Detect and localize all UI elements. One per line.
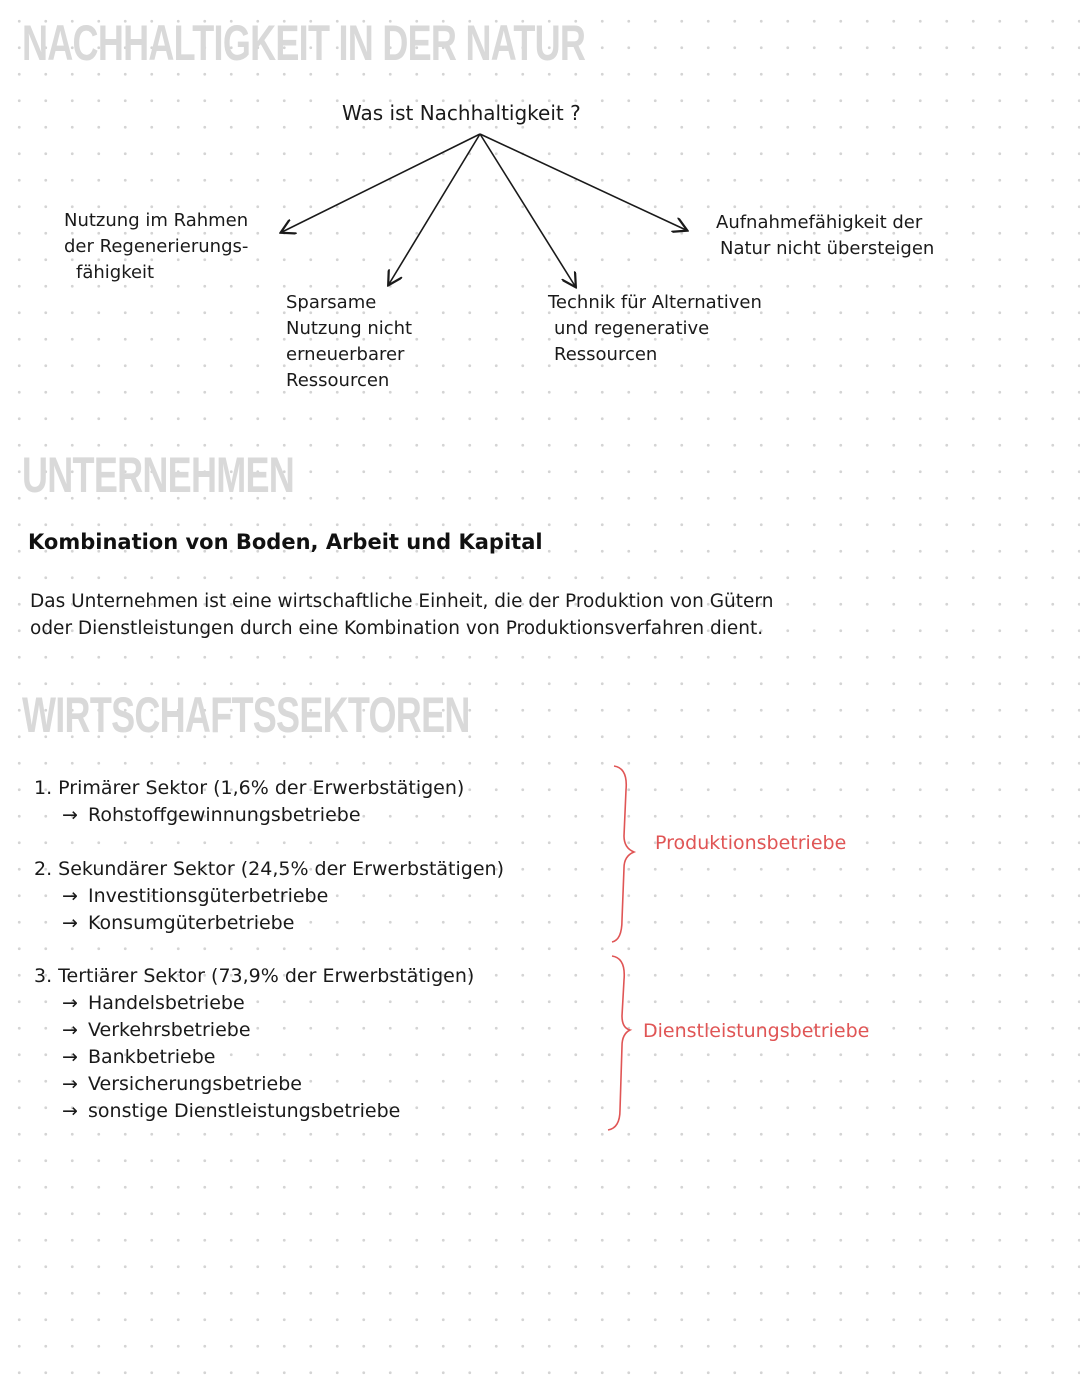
sector-item xyxy=(34,1098,474,1125)
arrow-icon: → xyxy=(62,1046,78,1068)
arrow-icon: → xyxy=(62,885,78,907)
sector-title: 3. Tertiärer Sektor (73,9% der Erwerbstätigen) xyxy=(34,965,475,987)
subheading-kombination: Kombination von Boden, Arbeit und Kapital xyxy=(28,530,543,554)
mindmap-arrows xyxy=(0,0,1080,400)
arrow-icon: → xyxy=(62,804,78,826)
sector-item-label: Handelsbetriebe xyxy=(88,992,245,1014)
node-line: Ressourcen xyxy=(554,344,658,365)
heading-unternehmen: UNTERNEHMEN xyxy=(22,447,295,503)
sector-item-label: sonstige Dienstleistungsbetriebe xyxy=(88,1100,401,1122)
bracket-label-dienstleistung: Dienstleistungsbetriebe xyxy=(643,1020,870,1042)
bracket-label-produktion: Produktionsbetriebe xyxy=(655,832,847,854)
sector-primary xyxy=(34,775,464,829)
sector-item-label: Versicherungsbetriebe xyxy=(88,1073,302,1095)
node-line: erneuerbarer xyxy=(286,344,405,365)
arrow-icon: → xyxy=(62,1019,78,1041)
definition-paragraph xyxy=(30,588,990,642)
sector-item xyxy=(34,910,504,937)
sector-item xyxy=(34,883,504,910)
mindmap-node-regeneration xyxy=(64,208,248,286)
sector-item xyxy=(34,802,464,829)
paragraph-line: Das Unternehmen ist eine wirtschaftliche Einheit, die der Produktion von Gütern xyxy=(30,591,774,612)
sector-item-label: Rohstoffgewinnungsbetriebe xyxy=(88,804,361,826)
sector-item xyxy=(34,1044,474,1071)
sector-secondary xyxy=(34,856,504,937)
node-line: und regenerative xyxy=(554,318,710,339)
arrow-icon: → xyxy=(62,1073,78,1095)
paragraph-line: oder Dienstleistungen durch eine Kombination von Produktionsverfahren dient. xyxy=(30,618,764,639)
node-line: Technik für Alternativen xyxy=(548,292,762,313)
mindmap-node-aufnahmefaehigkeit xyxy=(716,210,934,262)
arrow-icon: → xyxy=(62,1100,78,1122)
production-brace xyxy=(612,766,634,942)
sector-item xyxy=(34,990,474,1017)
mindmap-node-sparsame-nutzung xyxy=(286,290,412,394)
sector-title: 1. Primärer Sektor (1,6% der Erwerbstätigen) xyxy=(34,777,465,799)
node-line: Aufnahmefähigkeit der xyxy=(716,212,923,233)
node-line: Nutzung nicht xyxy=(286,318,413,339)
mindmap-node-technik xyxy=(548,290,762,368)
node-line: der Regenerierungs- xyxy=(64,236,249,257)
question-node: Was ist Nachhaltigkeit ? xyxy=(342,101,581,125)
arrow-icon: → xyxy=(62,992,78,1014)
sector-tertiary xyxy=(34,963,474,1125)
node-line: fähigkeit xyxy=(76,262,155,283)
heading-nachhaltigkeit: NACHHALTIGKEIT IN DER NATUR xyxy=(22,15,586,71)
services-brace xyxy=(608,956,630,1130)
node-line: Ressourcen xyxy=(286,370,390,391)
sector-item-label: Konsumgüterbetriebe xyxy=(88,912,295,934)
sector-item xyxy=(34,1071,474,1098)
node-line: Nutzung im Rahmen xyxy=(64,210,249,231)
sector-item-label: Verkehrsbetriebe xyxy=(88,1019,251,1041)
node-line: Natur nicht übersteigen xyxy=(720,238,935,259)
sector-title: 2. Sekundärer Sektor (24,5% der Erwerbstätigen) xyxy=(34,858,504,880)
arrow-icon: → xyxy=(62,912,78,934)
node-line: Sparsame xyxy=(286,292,377,313)
sector-item-label: Investitionsgüterbetriebe xyxy=(88,885,329,907)
heading-wirtschaftssektoren: WIRTSCHAFTSSEKTOREN xyxy=(22,687,470,743)
sector-item xyxy=(34,1017,474,1044)
sector-item-label: Bankbetriebe xyxy=(88,1046,216,1068)
